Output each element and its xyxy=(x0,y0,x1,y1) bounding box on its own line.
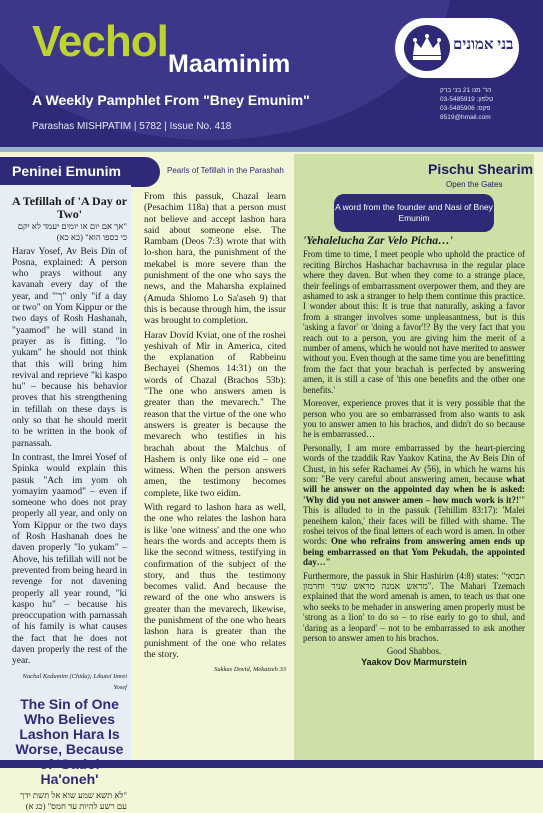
pischu-shearim-sidebar xyxy=(294,154,534,760)
logo-hebrew-text: בני אמונים xyxy=(453,37,514,53)
essay-text: Personally, I am more embarrassed by the heart-piercing words of the tzaddik Rav Yaakov Katina, the Av Beis Din of Chust, in his sefer Rachamei Av (56), in which he warns his son: "Be very careful about answering amen, because xyxy=(303,442,525,484)
masthead xyxy=(0,0,543,152)
peninei-emunim-title: Peninei Emunim xyxy=(12,163,121,179)
founder-essay xyxy=(303,236,525,756)
closing-greeting: Good Shabbos. xyxy=(386,646,442,657)
column-1 xyxy=(0,185,131,812)
essay-text: " This is alluded to in the passuk (Tehillim 83:17): 'Malei peneihem kalon,' their faces will be filled with shame. The roshei teivos of the final letters of each word is amen. In other words: xyxy=(303,494,525,547)
contact-line: הר' מנו 21 בני ברק xyxy=(440,87,492,94)
pischu-shearim-subtitle: Open the Gates xyxy=(446,180,503,189)
essay-paragraph: Furthermore, the passuk in Shir Hashirim (4:8) states: "תבואי מראש אמנה מראש שניר וחרמון". The Mahari Tzemach explained that the word amenah is amen, to teach us that one who seeks to be mehader in answering amen properly must be 'strong as a lion' to do so – to rise early to go to shul, and 'daring as a leopard' – not to be embarrassed to ask another person to answer amen to his brachos. xyxy=(303,570,525,644)
essay-paragraph: Moreover, experience proves that it is very possible that the person who you are so embarrassed from also wants to ask you to answer amen to his brachos, and didn't do so because he is embarrassed… xyxy=(303,398,525,440)
source-citation: Nachal Kedumim (Chida); Likutei Imrei Yosef xyxy=(22,672,127,691)
column-2 xyxy=(144,192,286,758)
hebrew-quote: "לא תשא שמע שוא אל תשת ידך עם רשע להיות עד חמס" (כג א) xyxy=(20,790,127,812)
contact-info xyxy=(440,86,520,122)
essay-paragraph: From time to time, I meet people who uphold the practice of reciting Birchos Hashachar bachavrusa in the regular place where they daven. But when they come to a strange place, their feelings of embarrassment overpower them, and they are ashamed to ask a stranger to help them continue this practice. I wonder about this: It is true that naturally, asking a favor from a stranger involves some unpleasantness, but is this 'asking a favor' or 'doing a favor'!? By the very fact that you reach out to a person, you are giving him the merit of a number of amens, which he would not have merited to answer without you. Even though at the same time you are benefitting from the fact that your brachah is perfected by answering amen, it is still a case of 'this one benefits and the other one benefits.' xyxy=(303,249,525,395)
contact-line: טלפון: 03-5485919 xyxy=(440,96,494,103)
col1-paragraph: In contrast, the Imrei Yosef of Spinka would explain this pasuk "Ach im yom oh yomayim yaamod" – even if someone who does not pray properly all year, and only on Yom Kippur or the two days of Rosh Hashanah does he daven properly "lo yukam" – Above, his tefillah will not be prevented from being heard in revenge for not davening properly all year round, "ki kaspo hu" – because his preoccupation with parnassah of his family is what causes the fact that he does not daven properly the rest of the year. xyxy=(12,452,128,667)
masthead-rule xyxy=(0,147,543,152)
lashon-hara-heading: The Sin of One Who Believes Lashon Hara Is Worse, Because Ha'oneh' xyxy=(15,696,124,788)
essay-paragraph xyxy=(303,443,525,568)
col2-paragraph: From this passuk, Chazal learn (Pesachim 118a) that a person must not believe and accept lashon hara said about someone else. The Rambam (Deos 7:3) wrote that with lo-shon hara, the punishment of the mekabel is more severe than the punishment of the one who says the news, and the Maharsha explained (Amuda Shlomo Lo Sa'aseh 9) that this is because through him, the issur was brought to completion. xyxy=(144,192,286,327)
tefillah-heading: A Tefillah of 'A Day or Two' xyxy=(12,194,128,221)
tagline: A Weekly Pamphlet From "Bney Emunim" xyxy=(32,92,310,108)
col2-paragraph: Harav Dovid Kviat, one of the roshei yeshivah of Mir in America, cited the explanation of Rabbeinu Bechayei (Shemos 14:31) on the words of Chazal (Brachos 53b): "The one who answers amen is greater than the mevarech." The reason that the virtue of the one who answers is greater is because the mevarech who testifies in his brachah about the Malchus of Hashem is only like one eid – one witness. When the person answers amen, the testimony becomes complete, like two eidim. xyxy=(144,330,286,499)
peninei-emunim-subtitle: Pearls of Tefillah in the Parashah xyxy=(167,166,284,175)
contact-line: 8519@hmail.com xyxy=(440,114,491,121)
essay-title: 'Yehalelucha Zar Velo Picha…' xyxy=(303,235,453,247)
essay-emphasis: what will he answer on the appointed day when he is asked: 'Why did you not answer amen – how much work is it?!' xyxy=(303,473,525,505)
source-citation: Sukkas Dovid, Mekatzeh 33 xyxy=(214,666,286,674)
col1-paragraph: Harav Yosef, Av Beis Din of Posna, explained: A person who prays without any kavanah every day of the year, and "'ך" only "if a day or two" on Yom Kippur or the two days of Rosh Hashanah, "yaamod" he will stand in prayer as is fitting. "lo yukam" he should not think that this will bring him revival and reprieve "ki kaspo hu" – because his behavior proves that his strengthening in tefillah on these days is only so that he should merit to be written in the book of parnassah. xyxy=(12,246,127,449)
pischu-shearim-title: Pischu Shearim xyxy=(428,161,534,177)
brand-title-vechol: Vechol xyxy=(32,17,168,66)
hebrew-quote: "אך אם יום או יומים יעמד לא יקם כי כספו הוא" (כא כא) xyxy=(17,221,127,243)
crown-icon xyxy=(403,24,451,72)
founder-note-box: A word from the founder and Nasi of Bney Emunim xyxy=(334,194,494,232)
brand-title-maaminim: Maaminim xyxy=(168,50,291,78)
bney-emunim-logo xyxy=(395,18,519,78)
col2-paragraph: With regard to lashon hara as well, the one who relates the lashon hara is like 'one witness' and the one who hears the words and accepts them is like the second witness, testifying in confirmation of the subject of the story, and thus the testimony becomes valid. And because the reward of the one who answers is greater than the mevarech, likewise, the punishment of the one who hears lashon hara is greater than the punishment of the one who relates the story. xyxy=(144,503,286,660)
signature: Yaakov Dov Marmurstein xyxy=(361,656,467,667)
contact-line: 03-5485906 :פקס xyxy=(440,105,491,112)
essay-emphasis: One who refrains from answering amen ends up being embarrassed on that Yom Pekudah, the appointed day…" xyxy=(303,536,525,568)
footer-band xyxy=(0,760,543,768)
issue-line: Parashas MISHPATIM | 5782 | Issue No. 418 xyxy=(32,121,232,132)
